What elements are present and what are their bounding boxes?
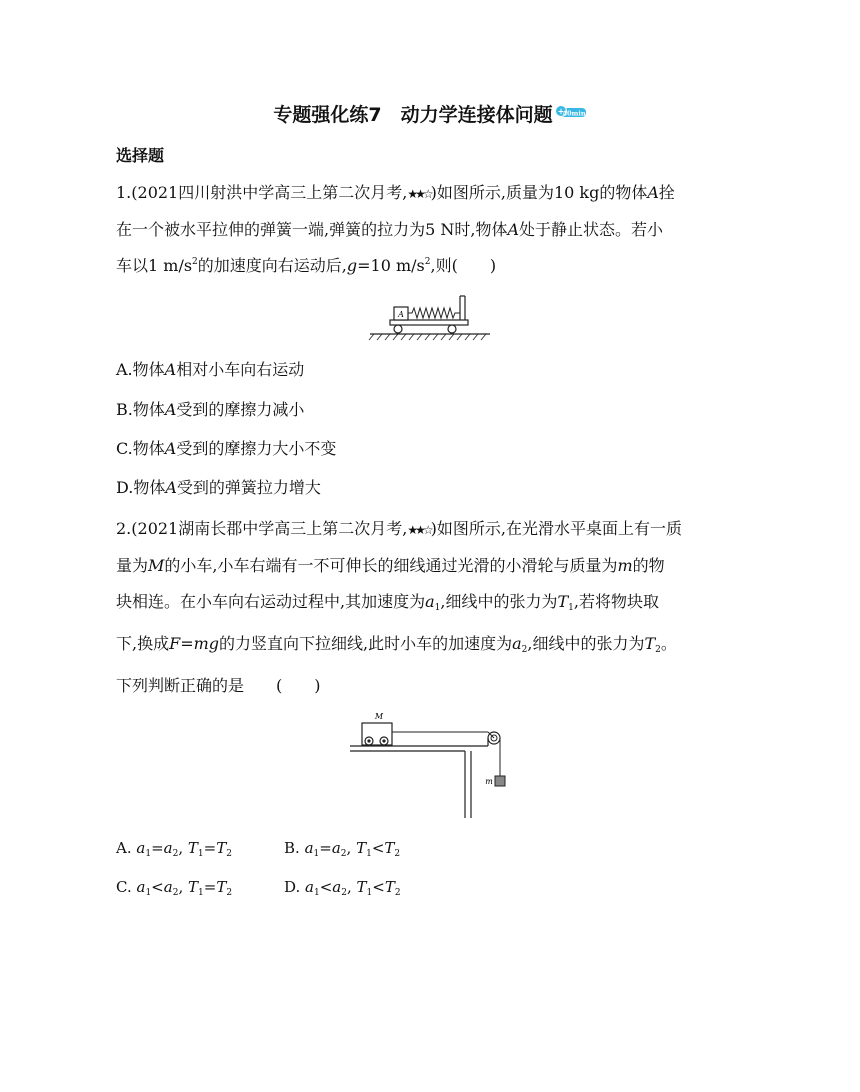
- block-m-label: m: [485, 777, 493, 786]
- q2-option-d: D. $a_1<a_2$, $T_1<T_2$: [284, 878, 401, 898]
- badge-text: 40min: [562, 109, 586, 117]
- q1-option-b: B.物体A受到的摩擦力减小: [116, 400, 305, 419]
- section-heading: 选择题: [116, 146, 165, 165]
- difficulty-stars-icon: ★★☆: [407, 187, 431, 201]
- question-2: 2.(2021湖南长郡中学高三上第二次月考,★★☆)如图所示,在光滑水平桌面上有一质 量为M的小车,小车右端有一不可伸长的细线通过光滑的小滑轮与质量为m的物 块相连。在小车向右运动过程中,其加速度为$a_1$,细线中的张力为$T_1$,若将物块取 下,换成F=mg的力竖直向下拉细线,此时小车的加速度为$a_2$,细线中的张力为$T_2$。 下列判断正确的是 ( ): [116, 519, 682, 695]
- question-1: 1.(2021四川射洪中学高三上第二次月考,★★☆)如图所示,质量为10 kg的物体A拴 在一个被水平拉伸的弹簧一端,弹簧的拉力为5 N时,物体A处于静止状态。若小 车以1 $m/s^2$的加速度向右运动后,g=10 $m/s^2$,则( ): [116, 183, 675, 275]
- svg-text:+: +: [557, 105, 564, 116]
- q2-option-b: B. $a_1=a_2$, $T_1<T_2$: [284, 839, 401, 859]
- q2-option-c: C. $a_1<a_2$, $T_1=T_2$: [116, 878, 233, 898]
- block-a-label: A: [398, 310, 404, 319]
- title-text: 专题强化练7 动力学连接体问题: [273, 104, 553, 126]
- q1-option-a: A.物体A相对小车向右运动: [116, 360, 305, 379]
- cart-m-label: M: [374, 712, 384, 721]
- timer-badge-icon: [555, 103, 587, 125]
- q2-option-a: A. $a_1=a_2$, $T_1=T_2$: [116, 839, 232, 859]
- q1-option-d: D.物体A受到的弹簧拉力增大: [116, 478, 321, 497]
- page-title: [0, 100, 860, 127]
- difficulty-stars-icon: ★★☆: [407, 523, 431, 537]
- cart-pulley-figure: [350, 708, 510, 820]
- q1-option-c: C.物体A受到的摩擦力大小不变: [116, 439, 337, 458]
- cart-spring-figure: [368, 294, 492, 344]
